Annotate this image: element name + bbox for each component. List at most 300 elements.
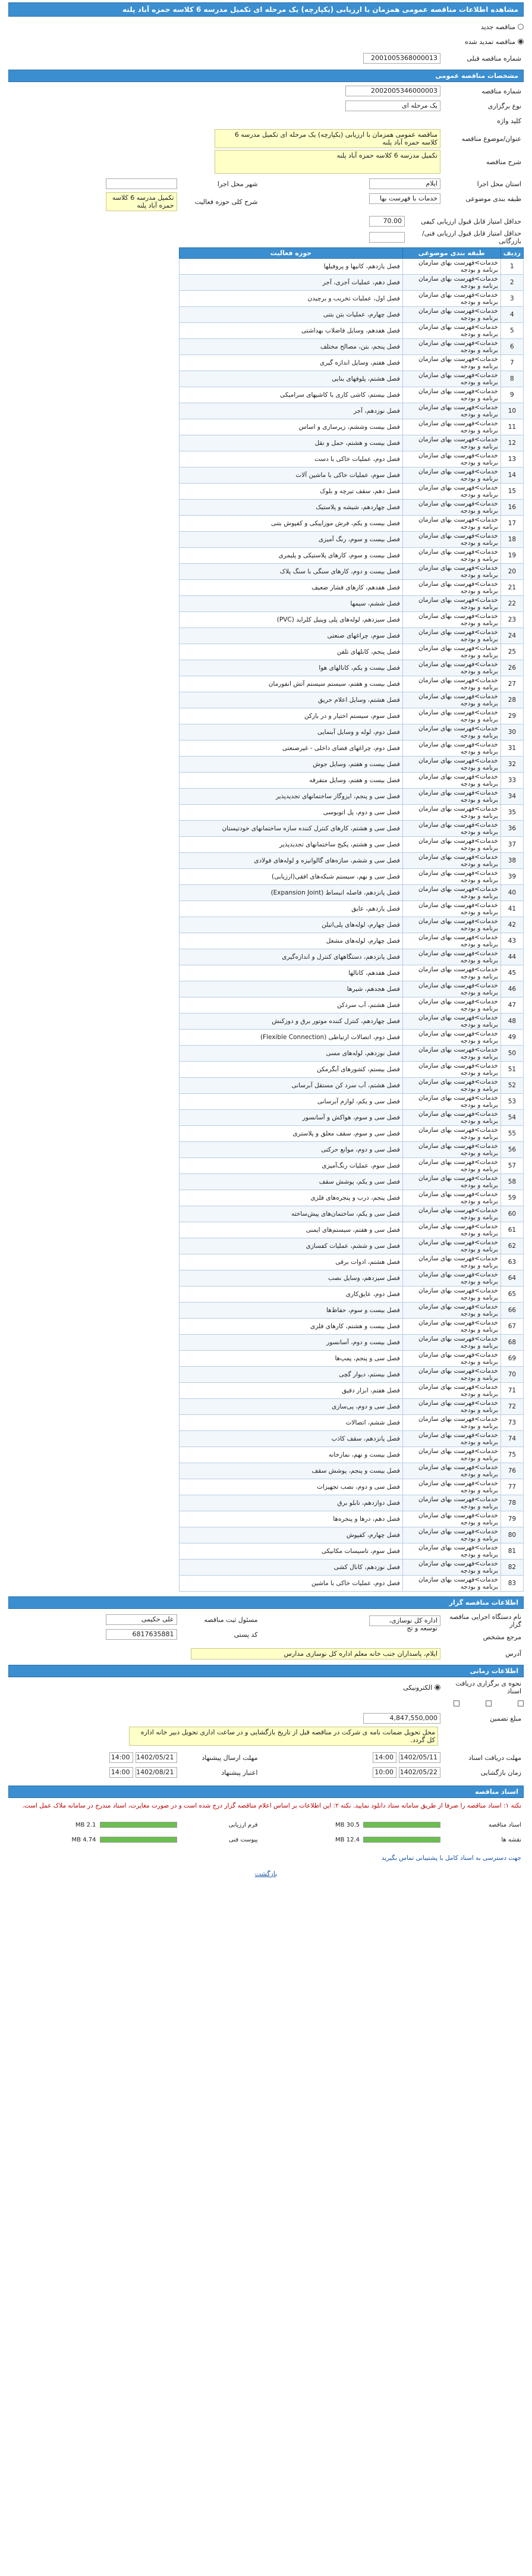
tender-no-label: شماره مناقصه — [481, 87, 521, 95]
row-activity: فصل دوم، لوله و وسایل آبنمایی — [180, 724, 403, 741]
file-size-2: 12.4 MB — [335, 1836, 360, 1843]
col-no-header: ردیف — [500, 248, 523, 259]
row-number: 5 — [500, 323, 523, 339]
activity-table — [179, 247, 524, 1592]
row-activity: فصل بیست و هفتم، وسایل متفرقه — [180, 773, 403, 789]
row-category: خدمات>فهرست بهای سازمان برنامه و بودجه — [402, 1415, 500, 1431]
row-activity: فصل سی و دوم، پی‌سازی — [180, 1399, 403, 1415]
row-activity: فصل هشتم، وسایل اعلام حریق — [180, 692, 403, 708]
province-row — [272, 177, 524, 190]
table-row — [180, 1511, 524, 1527]
table-row — [180, 1319, 524, 1335]
delivery-label: نحوه ی برگزاری دریافت اسناد — [455, 1680, 521, 1695]
row-number: 15 — [500, 484, 523, 500]
row-activity: فصل سوم، سیستم اختیار و در بازکن — [180, 708, 403, 724]
row-activity: فصل نوزدهم، کانال کشی — [180, 1560, 403, 1576]
table-row — [180, 355, 524, 371]
row-activity: فصل بیست و سوم، کارهای پلاستیکی و پلیمری — [180, 548, 403, 564]
desc-field: تکمیل مدرسه 6 کلاسه حمزه آباد پلنه — [215, 150, 440, 174]
row-activity: فصل بیست و هشتم، حمل و نقل — [180, 435, 403, 451]
row-category: خدمات>فهرست بهای سازمان برنامه و بودجه — [402, 1399, 500, 1415]
table-row — [180, 981, 524, 997]
file-progress-fill-1 — [100, 1822, 177, 1827]
table-row — [180, 676, 524, 692]
row-category: خدمات>فهرست بهای سازمان برنامه و بودجه — [402, 275, 500, 291]
row-activity: فصل بیست و نهم، نمازخانه — [180, 1447, 403, 1463]
table-row — [180, 259, 524, 275]
row-category: خدمات>فهرست بهای سازمان برنامه و بودجه — [402, 259, 500, 275]
unit-label: مرجع مشخص — [483, 1633, 521, 1641]
file-size-0: 30.5 MB — [335, 1821, 360, 1828]
row-category: خدمات>فهرست بهای سازمان برنامه و بودجه — [402, 1270, 500, 1287]
type-row — [8, 99, 524, 112]
row-number: 62 — [500, 1238, 523, 1254]
row-activity: فصل سوم، عملیات رنگ‌آمیزی — [180, 1158, 403, 1174]
row-activity: فصل بیست و هفتم، وسایل جوش — [180, 757, 403, 773]
row-number: 56 — [500, 1142, 523, 1158]
row-number: 25 — [500, 644, 523, 660]
score2-field — [369, 232, 405, 243]
section-timing: اطلاعات زمانی — [8, 1665, 524, 1677]
table-row — [180, 596, 524, 612]
row-category: خدمات>فهرست بهای سازمان برنامه و بودجه — [402, 532, 500, 548]
file-progress-fill-2 — [364, 1837, 440, 1842]
row-activity: فصل یازدهم، کانیها و پروفیلها — [180, 259, 403, 275]
row-number: 52 — [500, 1078, 523, 1094]
date-row-2 — [272, 1766, 524, 1779]
row-activity: فصل چهارم، لوله‌های مشعل — [180, 933, 403, 949]
guarantee-field: 4,847,550,000 — [363, 1713, 440, 1724]
row-number: 23 — [500, 612, 523, 628]
row-number: 30 — [500, 724, 523, 741]
row-category: خدمات>فهرست بهای سازمان برنامه و بودجه — [402, 467, 500, 484]
row-number: 63 — [500, 1254, 523, 1270]
row-category: خدمات>فهرست بهای سازمان برنامه و بودجه — [402, 1576, 500, 1592]
city-label: شهر محل اجرا — [217, 180, 258, 188]
table-row — [180, 1030, 524, 1046]
row-number: 27 — [500, 676, 523, 692]
row-category: خدمات>فهرست بهای سازمان برنامه و بودجه — [402, 1495, 500, 1511]
checkbox-row — [8, 1697, 524, 1710]
score-row — [8, 215, 524, 228]
row-number: 61 — [500, 1222, 523, 1238]
row-activity: فصل دوم، عایق‌کاری — [180, 1287, 403, 1303]
row-activity: فصل سی و هشتم، پکیج ساختمانهای تجدیدپذیر — [180, 837, 403, 853]
row-number: 53 — [500, 1094, 523, 1110]
row-category: خدمات>فهرست بهای سازمان برنامه و بودجه — [402, 1030, 500, 1046]
row-category: خدمات>فهرست بهای سازمان برنامه و بودجه — [402, 869, 500, 885]
table-row — [180, 1126, 524, 1142]
row-category: خدمات>فهرست بهای سازمان برنامه و بودجه — [402, 1094, 500, 1110]
view-mode-renewed[interactable] — [8, 35, 524, 48]
table-row — [180, 564, 524, 580]
keyword-label: کلید واژه — [497, 117, 521, 125]
row-category: خدمات>فهرست بهای سازمان برنامه و بودجه — [402, 724, 500, 741]
row-number: 68 — [500, 1335, 523, 1351]
row-category: خدمات>فهرست بهای سازمان برنامه و بودجه — [402, 1206, 500, 1222]
table-row — [180, 548, 524, 564]
time-value-0: 14:00 — [373, 1752, 396, 1763]
row-number: 10 — [500, 403, 523, 419]
page-title: مشاهده اطلاعات مناقصه عمومی همزمان با ارزیابی (یکپارچه) یک مرحله ای تکمیل مدرسه 6 کلاسه حمزه آباد پلنه — [8, 2, 524, 17]
row-number: 51 — [500, 1062, 523, 1078]
col-cat-header: طبقه بندی موضوعی — [402, 248, 500, 259]
row-number: 69 — [500, 1351, 523, 1367]
table-row — [180, 805, 524, 821]
col-area-header: حوزه فعالیت — [180, 248, 403, 259]
row-number: 64 — [500, 1270, 523, 1287]
row-category: خدمات>فهرست بهای سازمان برنامه و بودجه — [402, 757, 500, 773]
file-row-2[interactable] — [272, 1833, 524, 1846]
row-activity: فصل هجدهم، شیرها — [180, 981, 403, 997]
row-number: 16 — [500, 500, 523, 516]
row-category: خدمات>فهرست بهای سازمان برنامه و بودجه — [402, 451, 500, 467]
table-row — [180, 1078, 524, 1094]
file-size-1: 2.1 MB — [75, 1821, 96, 1828]
table-row — [180, 708, 524, 724]
table-row — [180, 1367, 524, 1383]
row-number: 36 — [500, 821, 523, 837]
guarantee-label: مبلغ تضمین — [490, 1714, 521, 1722]
row-activity: فصل سی و دوم، پل اتوبوسی — [180, 805, 403, 821]
row-activity: فصل هفدهم، کارهای فشار ضعیف — [180, 580, 403, 596]
back-link[interactable]: بازگشت — [254, 1870, 278, 1878]
table-row — [180, 644, 524, 660]
row-category: خدمات>فهرست بهای سازمان برنامه و بودجه — [402, 853, 500, 869]
row-category: خدمات>فهرست بهای سازمان برنامه و بودجه — [402, 1319, 500, 1335]
row-number: 58 — [500, 1174, 523, 1190]
row-number: 9 — [500, 387, 523, 403]
row-activity: فصل اول، عملیات تخریب و برچیدن — [180, 291, 403, 307]
row-category: خدمات>فهرست بهای سازمان برنامه و بودجه — [402, 885, 500, 901]
table-row — [180, 323, 524, 339]
scope-field: تکمیل مدرسه 6 کلاسه حمزه آباد پلنه — [106, 192, 177, 211]
file-row-3[interactable] — [8, 1833, 260, 1846]
row-activity: فصل هفدهم، وسایل فاضلاب بهداشتی — [180, 323, 403, 339]
table-row — [180, 869, 524, 885]
file-name-0: اسناد مناقصه — [488, 1821, 521, 1828]
row-activity: فصل دوم، اتصالات ارتباطی (Flexible Connection) — [180, 1030, 403, 1046]
row-activity: فصل دوم، چراغهای فضای داخلی - غیرصنعتی — [180, 741, 403, 757]
section-docs: اسناد مناقصه — [8, 1786, 524, 1798]
city-field — [106, 178, 177, 189]
row-number: 45 — [500, 965, 523, 981]
row-activity: فصل پانزدهم، فاصله انبساط (Expansion Joint) — [180, 885, 403, 901]
row-activity: فصل نوزدهم، آجر — [180, 403, 403, 419]
row-number: 48 — [500, 1014, 523, 1030]
row-activity: فصل سی و یکم، پوشش سقف — [180, 1174, 403, 1190]
row-number: 1 — [500, 259, 523, 275]
row-category: خدمات>فهرست بهای سازمان برنامه و بودجه — [402, 500, 500, 516]
row-number: 60 — [500, 1206, 523, 1222]
checkbox-1[interactable] — [518, 1700, 524, 1706]
table-row — [180, 1479, 524, 1495]
row-activity: فصل سی و نهم، سیستم شبکه‌های افقی(ارزیابی) — [180, 869, 403, 885]
row-category: خدمات>فهرست بهای سازمان برنامه و بودجه — [402, 676, 500, 692]
row-category: خدمات>فهرست بهای سازمان برنامه و بودجه — [402, 1174, 500, 1190]
file-row-1[interactable] — [8, 1818, 260, 1831]
row-number: 2 — [500, 275, 523, 291]
row-activity: فصل بیست و دوم، کارهای سنگی با سنگ پلاک — [180, 564, 403, 580]
row-activity: فصل پانزدهم، دستگاههای کنترل و اندازه‌گیری — [180, 949, 403, 965]
row-number: 12 — [500, 435, 523, 451]
row-activity: فصل پنجم، درب و پنجره‌های فلزی — [180, 1190, 403, 1206]
table-row — [180, 757, 524, 773]
table-row — [180, 307, 524, 323]
row-number: 22 — [500, 596, 523, 612]
view-mode-new-label: مناقصه جدید — [480, 23, 515, 31]
row-category: خدمات>فهرست بهای سازمان برنامه و بودجه — [402, 644, 500, 660]
row-activity: فصل یازدهم، عایق — [180, 901, 403, 917]
row-number: 74 — [500, 1431, 523, 1447]
row-activity: فصل سی و هشتم، کارهای کنترل کننده سازه ساختمانهای خودتیستان — [180, 821, 403, 837]
row-category: خدمات>فهرست بهای سازمان برنامه و بودجه — [402, 419, 500, 435]
row-category: خدمات>فهرست بهای سازمان برنامه و بودجه — [402, 548, 500, 564]
table-row — [180, 484, 524, 500]
desc-row — [8, 150, 524, 174]
row-activity: فصل بیستم، کشورهای آبگرمکن — [180, 1062, 403, 1078]
row-activity: فصل بیست و یکم، فرش موزاییکی و کفپوش بتنی — [180, 516, 403, 532]
row-activity: فصل سی و یکم، ساختمان‌های پیش‌ساخته — [180, 1206, 403, 1222]
row-category: خدمات>فهرست بهای سازمان برنامه و بودجه — [402, 1126, 500, 1142]
row-activity: فصل هفتم، وسایل اندازه گیری — [180, 355, 403, 371]
row-activity: فصل دوم، عملیات خاکی با دست — [180, 451, 403, 467]
file-size-3: 4.74 MB — [71, 1836, 96, 1843]
back-link-wrap — [8, 1870, 524, 1878]
table-row — [180, 516, 524, 532]
row-category: خدمات>فهرست بهای سازمان برنامه و بودجه — [402, 323, 500, 339]
address-row — [8, 1647, 524, 1660]
table-row — [180, 580, 524, 596]
row-category: خدمات>فهرست بهای سازمان برنامه و بودجه — [402, 1222, 500, 1238]
file-name-2: نقشه ها — [501, 1836, 521, 1843]
row-number: 29 — [500, 708, 523, 724]
table-row — [180, 628, 524, 644]
row-number: 33 — [500, 773, 523, 789]
table-row — [180, 885, 524, 901]
row-number: 73 — [500, 1415, 523, 1431]
row-activity: فصل بیست و پنجم، پوشش سقف — [180, 1463, 403, 1479]
table-row — [180, 1495, 524, 1511]
table-row — [180, 339, 524, 355]
first-tender-label: شماره مناقصه قبلی — [467, 54, 521, 62]
location-grid — [8, 175, 524, 213]
province-field: ایلام — [369, 178, 440, 189]
table-row — [180, 1110, 524, 1126]
row-activity: فصل دوازدهم، تابلو برق — [180, 1495, 403, 1511]
checkbox-2[interactable] — [486, 1700, 492, 1706]
row-category: خدمات>فهرست بهای سازمان برنامه و بودجه — [402, 1383, 500, 1399]
row-activity: فصل سیزدهم، وسایل نصب — [180, 1270, 403, 1287]
row-number: 21 — [500, 580, 523, 596]
row-category: خدمات>فهرست بهای سازمان برنامه و بودجه — [402, 435, 500, 451]
row-category: خدمات>فهرست بهای سازمان برنامه و بودجه — [402, 1560, 500, 1576]
row-activity: فصل بیست وششم، زیرسازی و اساس — [180, 419, 403, 435]
row-activity: فصل سوم، چراغهای صنعتی — [180, 628, 403, 644]
row-activity: فصل چهاردهم، شیشه و پلاستیک — [180, 500, 403, 516]
delivery-radio-electronic[interactable] — [435, 1684, 440, 1690]
first-tender-row — [8, 52, 524, 65]
docs-footer-note: جهت دسترسی به اسناد کامل با پشتیبانی تماس بگیرید — [381, 1855, 521, 1862]
row-number: 38 — [500, 853, 523, 869]
subject-field: مناقصه عمومی همزمان با ارزیابی (یکپارچه) یک مرحله ای تکمیل مدرسه 6 کلاسه حمزه آباد پلنه — [215, 129, 440, 148]
view-mode-renewed-label: مناقصه تمدید شده — [464, 37, 515, 46]
row-number: 28 — [500, 692, 523, 708]
row-activity: فصل سوم، عملیات خاکی با ماشین آلات — [180, 467, 403, 484]
row-activity: فصل سی و سوم، هواکش و آسانسور — [180, 1110, 403, 1126]
row-activity: فصل هشتم، آب سردکن — [180, 997, 403, 1014]
row-activity: فصل پنجم، کابلهای تلفن — [180, 644, 403, 660]
row-activity: فصل سی و پنجم، پمپ‌ها — [180, 1351, 403, 1367]
table-row — [180, 1527, 524, 1543]
row-category: خدمات>فهرست بهای سازمان برنامه و بودجه — [402, 692, 500, 708]
row-number: 71 — [500, 1383, 523, 1399]
table-row — [180, 1399, 524, 1415]
table-row — [180, 933, 524, 949]
date-value-0: 1402/05/11 — [399, 1752, 440, 1763]
row-category: خدمات>فهرست بهای سازمان برنامه و بودجه — [402, 1190, 500, 1206]
row-category: خدمات>فهرست بهای سازمان برنامه و بودجه — [402, 1527, 500, 1543]
date-value-2: 1402/05/22 — [399, 1767, 440, 1778]
row-category: خدمات>فهرست بهای سازمان برنامه و بودجه — [402, 805, 500, 821]
org-field: اداره کل نوسازی، توسعه و تج — [369, 1615, 440, 1626]
row-category: خدمات>فهرست بهای سازمان برنامه و بودجه — [402, 901, 500, 917]
row-activity: فصل سی و دوم، موانع حرکتی — [180, 1142, 403, 1158]
row-activity: فصل سی و ششم، عملیات کفسازی — [180, 1238, 403, 1254]
row-number: 18 — [500, 532, 523, 548]
row-category: خدمات>فهرست بهای سازمان برنامه و بودجه — [402, 1158, 500, 1174]
row-category: خدمات>فهرست بهای سازمان برنامه و بودجه — [402, 387, 500, 403]
row-number: 76 — [500, 1463, 523, 1479]
table-row — [180, 741, 524, 757]
row-activity: فصل سی و هفتم، سیستم‌های ایمنی — [180, 1222, 403, 1238]
phone-row — [8, 1628, 260, 1641]
table-row — [180, 821, 524, 837]
table-row — [180, 1062, 524, 1078]
table-row — [180, 403, 524, 419]
row-activity: فصل بیست و هشتم، کارهای فلزی — [180, 1319, 403, 1335]
row-category: خدمات>فهرست بهای سازمان برنامه و بودجه — [402, 837, 500, 853]
row-category: خدمات>فهرست بهای سازمان برنامه و بودجه — [402, 564, 500, 580]
row-number: 57 — [500, 1158, 523, 1174]
table-row — [180, 435, 524, 451]
table-row — [180, 1094, 524, 1110]
row-category: خدمات>فهرست بهای سازمان برنامه و بودجه — [402, 484, 500, 500]
row-number: 77 — [500, 1479, 523, 1495]
row-category: خدمات>فهرست بهای سازمان برنامه و بودجه — [402, 1511, 500, 1527]
row-number: 3 — [500, 291, 523, 307]
table-body — [180, 259, 524, 1592]
table-row — [180, 1190, 524, 1206]
time-value-2: 10:00 — [373, 1767, 396, 1778]
row-activity: فصل هفدهم، کانالها — [180, 965, 403, 981]
radio-new[interactable] — [518, 24, 524, 30]
row-category: خدمات>فهرست بهای سازمان برنامه و بودجه — [402, 1254, 500, 1270]
row-number: 31 — [500, 741, 523, 757]
row-category: خدمات>فهرست بهای سازمان برنامه و بودجه — [402, 1351, 500, 1367]
checkbox-3[interactable] — [454, 1700, 459, 1706]
scope-row — [8, 192, 260, 211]
contact-label: مسئول ثبت مناقصه — [204, 1615, 258, 1624]
row-activity: فصل هفتم، ابزار دقیق — [180, 1383, 403, 1399]
date-label-1: مهلت ارسال پیشنهاد — [202, 1753, 258, 1762]
row-number: 37 — [500, 837, 523, 853]
row-category: خدمات>فهرست بهای سازمان برنامه و بودجه — [402, 917, 500, 933]
row-activity: فصل بیستم، کاشی کاری با کاشیهای سرامیکی — [180, 387, 403, 403]
row-activity: فصل سی و دوم، نصب تجهیزات — [180, 1479, 403, 1495]
address-label: آدرس — [505, 1649, 521, 1658]
table-row — [180, 291, 524, 307]
row-activity: فصل ششم، اتصالات — [180, 1415, 403, 1431]
row-number: 43 — [500, 933, 523, 949]
row-number: 44 — [500, 949, 523, 965]
subject-label: عنوان/موضوع مناقصه — [461, 134, 521, 143]
tender-no-field: 2002005346000003 — [345, 86, 440, 96]
row-category: خدمات>فهرست بهای سازمان برنامه و بودجه — [402, 1335, 500, 1351]
row-number: 7 — [500, 355, 523, 371]
date-value-3: 1402/08/21 — [136, 1767, 177, 1778]
row-category: خدمات>فهرست بهای سازمان برنامه و بودجه — [402, 403, 500, 419]
table-row — [180, 1543, 524, 1560]
table-row — [180, 901, 524, 917]
table-header — [180, 248, 524, 259]
row-category: خدمات>فهرست بهای سازمان برنامه و بودجه — [402, 933, 500, 949]
row-category: خدمات>فهرست بهای سازمان برنامه و بودجه — [402, 1110, 500, 1126]
row-category: خدمات>فهرست بهای سازمان برنامه و بودجه — [402, 371, 500, 387]
radio-renewed[interactable] — [518, 39, 524, 45]
row-number: 66 — [500, 1303, 523, 1319]
row-number: 20 — [500, 564, 523, 580]
row-category: خدمات>فهرست بهای سازمان برنامه و بودجه — [402, 1543, 500, 1560]
row-number: 19 — [500, 548, 523, 564]
row-number: 35 — [500, 805, 523, 821]
row-number: 41 — [500, 901, 523, 917]
row-number: 72 — [500, 1399, 523, 1415]
file-row-0[interactable] — [272, 1818, 524, 1831]
row-number: 83 — [500, 1576, 523, 1592]
address-field: ایلام، پاسداران جنب خانه معلم اداره کل نوسازی مدارس — [191, 1648, 440, 1659]
row-category: خدمات>فهرست بهای سازمان برنامه و بودجه — [402, 1447, 500, 1463]
table-row — [180, 949, 524, 965]
view-mode-group — [8, 20, 524, 48]
row-activity: فصل پانزدهم، سقف کاذب — [180, 1431, 403, 1447]
date-label-2: زمان بازگشایی — [480, 1768, 521, 1777]
row-number: 24 — [500, 628, 523, 644]
table-row — [180, 1287, 524, 1303]
row-category: خدمات>فهرست بهای سازمان برنامه و بودجه — [402, 580, 500, 596]
row-category: خدمات>فهرست بهای سازمان برنامه و بودجه — [402, 1367, 500, 1383]
table-row — [180, 724, 524, 741]
table-row — [180, 789, 524, 805]
table-row — [180, 275, 524, 291]
row-activity: فصل چهارم، عملیات بتن بتنی — [180, 307, 403, 323]
row-activity: فصل بیست و هفتم، سیستم سیستم آتش انفورمان — [180, 676, 403, 692]
file-progress-3 — [100, 1837, 177, 1843]
row-category: خدمات>فهرست بهای سازمان برنامه و بودجه — [402, 1463, 500, 1479]
view-mode-new[interactable] — [8, 20, 524, 33]
row-activity: فصل بیست و سوم، رنگ آمیزی — [180, 532, 403, 548]
table-row — [180, 1014, 524, 1030]
row-category: خدمات>فهرست بهای سازمان برنامه و بودجه — [402, 1431, 500, 1447]
row-category: خدمات>فهرست بهای سازمان برنامه و بودجه — [402, 949, 500, 965]
score2-label: حداقل امتیاز قابل قبول ارزیابی فنی/بازرگانی — [422, 230, 521, 245]
table-row — [180, 500, 524, 516]
table-row — [180, 1046, 524, 1062]
row-number: 40 — [500, 885, 523, 901]
province-label: استان محل اجرا — [477, 180, 521, 188]
table-row — [180, 1158, 524, 1174]
row-category: خدمات>فهرست بهای سازمان برنامه و بودجه — [402, 1062, 500, 1078]
